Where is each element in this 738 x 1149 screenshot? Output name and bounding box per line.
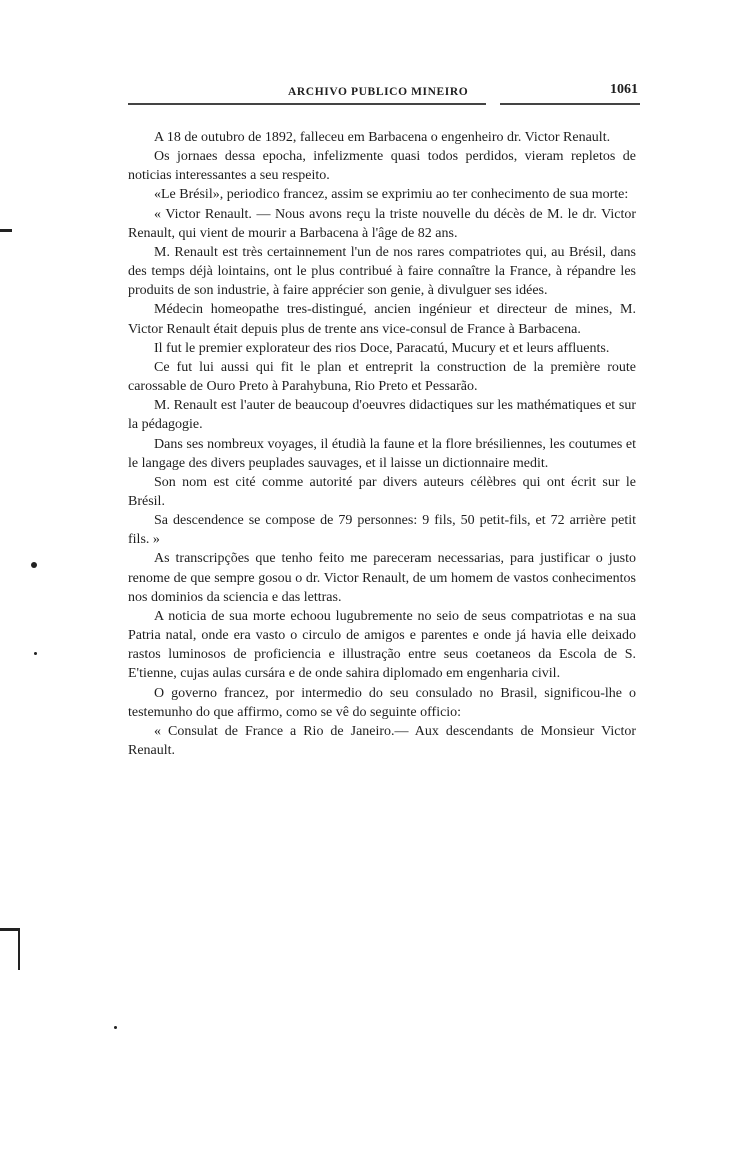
paragraph: A 18 de outubro de 1892, falleceu em Barbacena o engenheiro dr. Victor Renault.: [154, 130, 611, 145]
paragraph: As transcripções que tenho feito me pareceram necessarias, para justificar o justo renome de que sempre gosou o dr. Victor Renault, de um homem de vastos conhecimentos nos dominios da sciencia e das lettras.: [128, 551, 636, 605]
paragraph: «Le Brésil», periodico francez, assim se exprimiu ao ter conhecimento de sua morte:: [154, 187, 629, 203]
scan-mark-bottom: [18, 928, 20, 970]
paragraph: M. Renault est l'auter de beaucoup d'oeuvres didactiques sur les mathématiques et sur la pédagogie.: [128, 398, 636, 433]
scan-mark-bottom: [0, 928, 20, 931]
paragraph: O governo francez, por intermedio do seu consulado no Brasil, significou-lhe o testemunho do que affirmo, como se vê do seguinte officio:: [128, 685, 636, 720]
paragraph: « Consulat de France a Rio de Janeiro.— Aux descendants de Monsieur Victor Renault.: [128, 723, 636, 758]
scan-mark-dot: [31, 562, 37, 568]
scan-mark-top: [0, 229, 12, 232]
paragraph: Dans ses nombreux voyages, il étudià la faune et la flore brésiliennes, les coutumes et le langage des divers peuplades sauvages, et il laisse un dictionnaire medit.: [128, 436, 636, 471]
paragraph: Sa descendence se compose de 79 personnes: 9 fils, 50 petit-fils, et 72 arrière petit fils. »: [128, 513, 636, 548]
running-head: [128, 82, 640, 106]
paragraph: A noticia de sua morte echoou lugubremente no seio de seus compatriotas e na sua Patria natal, onde era vasto o circulo de amigos e parentes e onde já havia elle deixado rastos luminosos de proficiencia e illustração entre seus coetaneos da Escola de S. E'tienne, cujas aulas cursára e de onde sahira diplomado em engenharia civil.: [128, 608, 636, 682]
header-rule-right: [500, 103, 640, 105]
paragraph: Il fut le premier explorateur des rios Doce, Paracatú, Mucury et et leurs affluents.: [154, 340, 610, 356]
paragraph: Son nom est cité comme autorité par divers auteurs célèbres qui ont écrit sur le Brésil.: [128, 474, 636, 509]
paragraph: Médecin homeopathe tres-distingué, ancien ingénieur et directeur de mines, M. Victor Renault était depuis plus de trente ans vice-consul de France à Barbacena.: [128, 302, 636, 337]
body-text: [128, 128, 636, 760]
header-rule-left: [128, 103, 486, 105]
scan-mark-dot: [114, 1026, 117, 1029]
paragraph: « Victor Renault. — Nous avons reçu la triste nouvelle du décès de M. le dr. Victor Renault, qui vient de mourir a Barbacena à l'âge de 82 ans.: [128, 206, 636, 241]
paragraph: Ce fut lui aussi qui fit le plan et entreprit la construction de la première route carossable de Ouro Preto à Parahybuna, Rio Preto et Pessarão.: [128, 359, 636, 395]
running-title: ARCHIVO PUBLICO MINEIRO: [288, 86, 469, 98]
paragraph: Os jornaes dessa epocha, infelizmente quasi todos perdidos, vieram repletos de noticias interessantes a seu respeito.: [128, 149, 636, 184]
paragraph: M. Renault est très certainnement l'un de nos rares compatriotes qui, au Brésil, dans des temps déjà lointains, ont le plus contribué à faire connaître la France, à répandre les produits de son industrie, à faire apprécier son genie, à divulguer ses idées.: [128, 244, 636, 299]
scan-mark-dot: [34, 652, 37, 655]
page-number: 1061: [610, 82, 638, 97]
